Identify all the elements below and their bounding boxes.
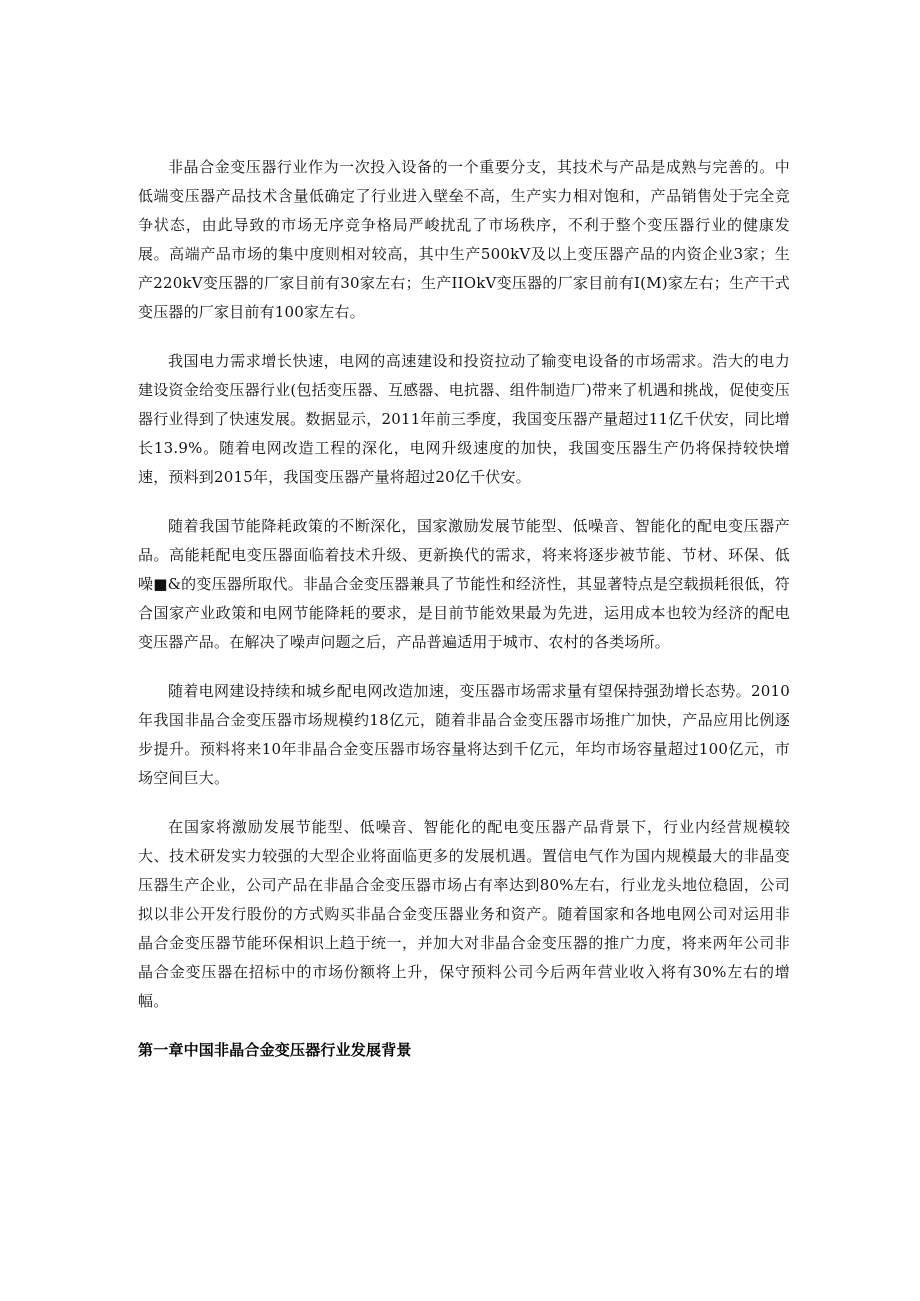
paragraph-industry-overview: 非晶合金变压器行业作为一次投入设备的一个重要分支，其技术与产品是成熟与完善的。中低端变压器产品技术含量低确定了行业进入壁垒不高，生产实力相对饱和，产品销售处于完全竞争状态，由此导致的市场无序竞争格局严峻扰乱了市场秩序，不利于整个变压器行业的健康发展。高端产品市场的集中度则相对较高，其中生产500kV及以上变压器产品的内资企业3家；生产220kV变压器的厂家目前有30家左右；生产IIOkV变压器的厂家目前有I(M)家左右；生产干式变压器的厂家目前有100家左右。 [138,158,790,321]
paragraph-company-opportunity: 在国家将激励发展节能型、低噪音、智能化的配电变压器产品背景下，行业内经营规模较大、技术研发实力较强的大型企业将面临更多的发展机遇。置信电气作为国内规模最大的非晶变压器生产企业，公司产品在非晶合金变压器市场占有率达到80%左右，行业龙头地位稳固，公司拟以非公开发行股份的方式购买非晶合金变压器业务和资产。随着国家和各地电网公司对运用非晶合金变压器节能环保相识上趋于统一，并加大对非晶合金变压器的推广力度，将来两年公司非晶合金变压器在招标中的市场份额将上升，保守预料公司今后两年营业收入将有30%左右的增幅。 [138,818,790,1010]
paragraph-power-demand: 我国电力需求增长快速，电网的高速建设和投资拉动了输变电设备的市场需求。浩大的电力建设资金给变压器行业(包括变压器、互感器、电抗器、组件制造厂)带来了机遇和挑战，促使变压器行业得到了快速发展。数据显示，2011年前三季度，我国变压器产量超过11亿千伏安，同比增长13.9%。随着电网改造工程的深化，电网升级速度的加快，我国变压器生产仍将保持较快增速，预料到2015年，我国变压器产量将超过20亿千伏安。 [138,352,790,486]
paragraph-energy-saving-policy: 随着我国节能降耗政策的不断深化，国家激励发展节能型、低噪音、智能化的配电变压器产品。高能耗配电变压器面临着技术升级、更新换代的需求，将来将逐步被节能、节材、环保、低噪■&的变压器所取代。非晶合金变压器兼具了节能性和经济性，其显著特点是空载损耗很低，符合国家产业政策和电网节能降耗的要求，是目前节能效果最为先进，运用成本也较为经济的配电变压器产品。在解决了噪声问题之后，产品普遍适用于城市、农村的各类场所。 [138,517,790,651]
paragraph-market-outlook: 随着电网建设持续和城乡配电网改造加速，变压器市场需求量有望保持强劲增长态势。2010年我国非晶合金变压器市场规模约18亿元，随着非晶合金变压器市场推广加快，产品应用比例逐步提升。预料将来10年非晶合金变压器市场容量将达到千亿元，年均市场容量超过100亿元，市场空间巨大。 [138,682,790,787]
document-body [138,153,790,1065]
chapter-heading: 第一章中国非晶合金变压器行业发展背景 [138,1041,412,1059]
